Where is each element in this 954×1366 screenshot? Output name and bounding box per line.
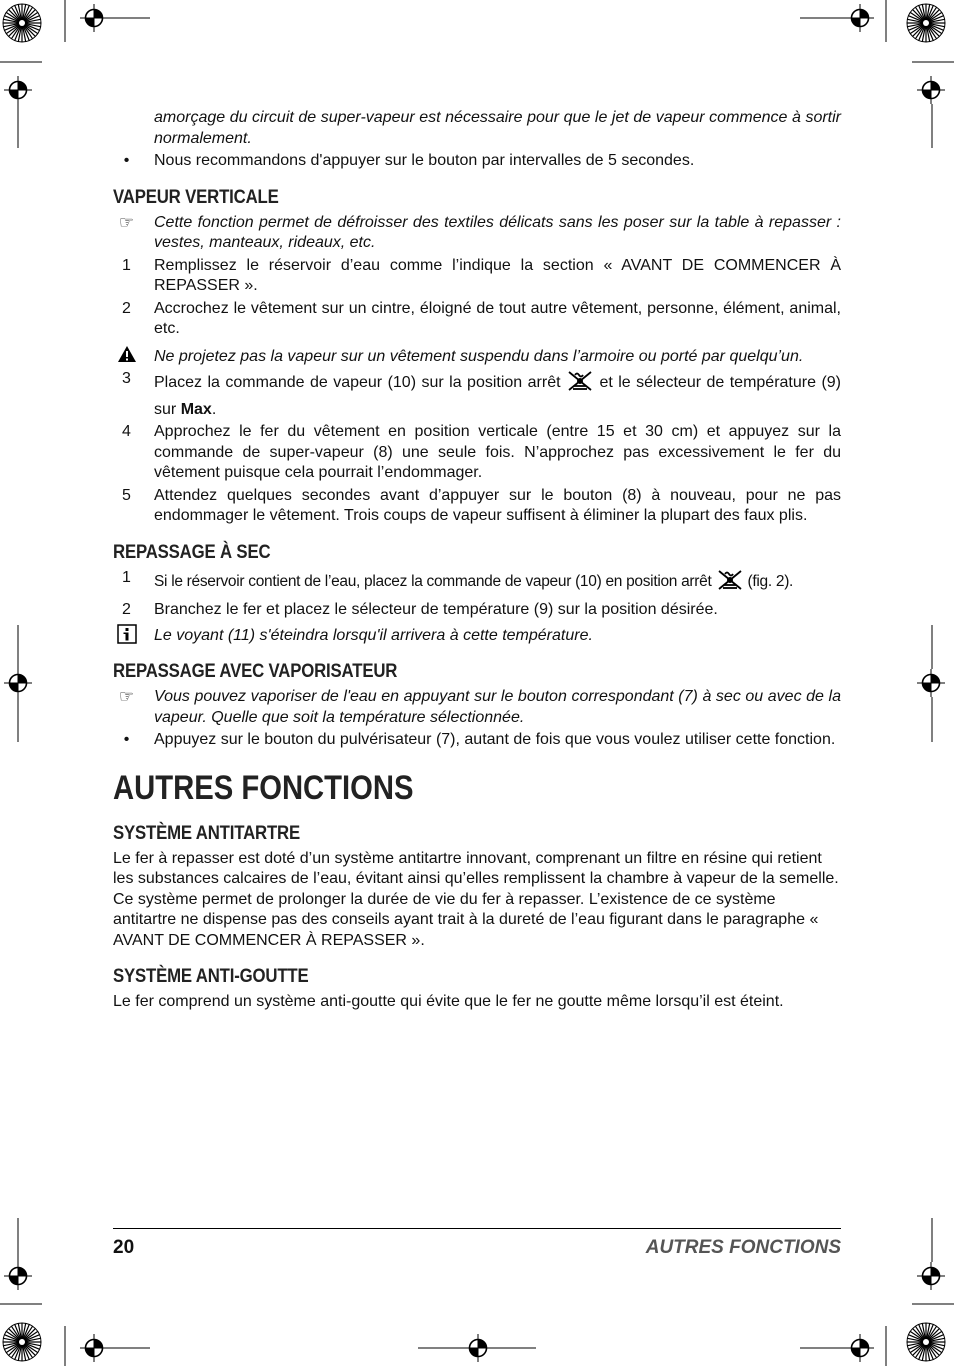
step-text-end: . [211,400,217,418]
warning-note [113,347,841,368]
step-text: Approchez le fer du vêtement en position verticale (entre 15 et 30 cm) et appuyez sur la commande de super-vapeur (8) une seule fois. N’approchez pas excessivement le fer du vêtement puisque cela pourrait l’endommager. [154,423,841,481]
note-text: Vous pouvez vaporiser de l'eau en appuyant sur le bouton correspondant (7) à sec ou avec de la vapeur. Quelle que soit la température sélectionnée. [154,688,841,726]
tip-note [113,687,841,728]
paragraph: Le fer comprend un système anti-goutte qui évite que le fer ne goutte même lorsqu’il est éteint. [113,993,784,1010]
step-number: 1 [122,568,131,586]
step-number: 1 [122,256,131,274]
bullet-item [113,730,841,751]
step-text: Si le réservoir contient de l’eau, placez la commande de vapeur (10) en position arrêt [154,572,712,590]
footer-divider [113,1228,841,1229]
paragraph: Le fer à repasser est doté d’un système antitartre innovant, comprenant un filtre en résine qui retient les substances calcaires de l’eau, évitant ainsi qu’elles remplissent la chambre à vapeur de la semelle. Ce système permet de prolonger la durée de vie du fer à repasser. L’existence de ce système antitartre ne dispense pas des conseils ayant trait à la dureté de l’eau figurant dans le paragraphe « AVANT DE COMMENCER À REPASSER ». [113,849,839,949]
step-number: 5 [122,486,131,504]
list-item [113,369,841,420]
step-text: (fig. 2). [747,572,794,590]
page-number: 20 [113,1237,135,1258]
warning-text: Ne projetez pas la vapeur sur un vêtement suspendu dans l’armoire ou porté par quelqu’un. [154,347,804,365]
step-text: Branchez le fer et placez le sélecteur de température (9) sur la position désirée. [154,601,718,618]
section-heading: REPASSAGE À SEC [113,540,271,563]
pointing-hand-icon: ☞ [118,212,135,232]
step-text: Placez la commande de vapeur (10) sur la position arrêt [154,374,561,391]
list-item [113,600,841,621]
step-bold-value: Max [180,400,212,418]
list-item [113,486,841,527]
info-text: Le voyant (11) s'éteindra lorsqu'il arrivera à cette température. [154,626,593,644]
bullet-marker: • [123,731,130,748]
list-item [113,568,841,599]
steam-off-icon [716,568,744,599]
step-text: Remplissez le réservoir d’eau comme l’indique la section « AVANT DE COMMENCER À REPASSER ». [154,256,841,294]
step-text: et le sélecteur de température (9) sur [154,374,841,418]
bullet-text: Appuyez sur le bouton du pulvérisateur (7), autant de fois que vous voulez utiliser cette fonction. [154,731,836,748]
note-text: Cette fonction permet de défroisser des textiles délicats sans les poser sur la table à repasser : vestes, manteaux, rideaux, etc. [154,213,841,251]
chapter-title: AUTRES FONCTIONS [113,768,414,807]
pointing-hand-icon: ☞ [118,687,135,706]
step-number: 4 [122,423,131,440]
step-number: 2 [122,299,131,317]
bullet-text: Nous recommandons d'appuyer sur le bouton par intervalles de 5 secondes. [154,152,695,169]
step-number: 3 [122,370,131,387]
section-heading: VAPEUR VERTICALE [113,185,279,208]
tip-note [113,213,841,254]
section-heading: SYSTÈME ANTI-GOUTTE [113,965,309,987]
bullet-item [113,151,841,172]
info-icon [113,624,140,651]
list-item [113,422,841,484]
warning-icon [113,345,140,370]
section-heading: REPASSAGE AVEC VAPORISATEUR [113,660,398,682]
step-text: Attendez quelques secondes avant d’appuyer sur le bouton (8) à nouveau, pour ne pas endommager le vêtement. Trois coups de vapeur suffisent à éliminer la plupart des faux plis. [154,486,841,524]
list-item [113,299,841,340]
info-note [113,626,841,647]
list-item [113,256,841,297]
step-text: Accrochez le vêtement sur un cintre, éloigné de tout autre vêtement, personne, élément, animal, etc. [154,299,841,337]
page-content [113,108,841,1013]
running-title: AUTRES FONCTIONS [645,1237,841,1258]
bullet-marker: • [123,152,130,169]
steam-off-icon [566,369,594,400]
step-number: 2 [122,601,131,618]
continued-note: amorçage du circuit de super-vapeur est nécessaire pour que le jet de vapeur commence à sortir normalement. [154,109,841,147]
section-heading: SYSTÈME ANTITARTRE [113,821,300,844]
